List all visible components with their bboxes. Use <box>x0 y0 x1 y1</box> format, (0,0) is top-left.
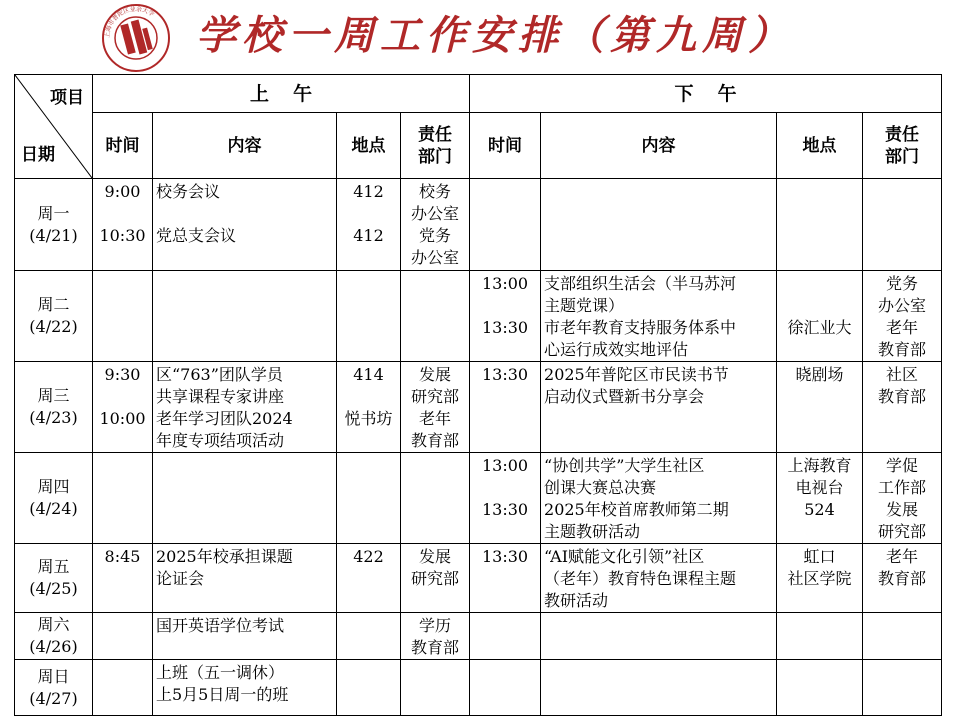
am-content: 2025年校承担课题 论证会 <box>153 544 337 613</box>
am-place: 412 412 <box>337 179 401 271</box>
am-content <box>153 271 337 362</box>
am-time <box>93 613 153 660</box>
pm-dept <box>863 613 942 660</box>
am-time <box>93 271 153 362</box>
col-pm-content: 内容 <box>541 113 777 179</box>
am-content: 上班（五一调休） 上5月5日周一的班 <box>153 660 337 716</box>
am-time <box>93 660 153 716</box>
header-am: 上午 <box>93 75 470 113</box>
university-seal-icon <box>100 4 172 72</box>
table-row <box>15 613 942 660</box>
col-am-time: 时间 <box>93 113 153 179</box>
pm-content <box>541 179 777 271</box>
header-corner <box>15 75 93 179</box>
am-dept: 发展 研究部 老年 教育部 <box>401 362 470 453</box>
pm-dept: 老年 教育部 <box>863 544 942 613</box>
col-pm-time: 时间 <box>470 113 541 179</box>
col-pm-dept: 责任 部门 <box>863 113 942 179</box>
pm-place: 晓剧场 <box>777 362 863 453</box>
pm-time <box>470 660 541 716</box>
am-time: 9:30 10:00 <box>93 362 153 453</box>
table-row <box>15 660 942 716</box>
table-row <box>15 362 942 453</box>
header-date-label: 日期 <box>21 145 55 165</box>
table-row <box>15 271 942 362</box>
header-item-label: 项目 <box>50 88 84 108</box>
pm-dept <box>863 179 942 271</box>
col-am-content: 内容 <box>153 113 337 179</box>
pm-place: 徐汇业大 <box>777 271 863 362</box>
pm-time: 13:30 <box>470 362 541 453</box>
pm-content <box>541 660 777 716</box>
day-cell: 周三 (4/23) <box>15 362 93 453</box>
day-cell: 周四 (4/24) <box>15 453 93 544</box>
col-am-place: 地点 <box>337 113 401 179</box>
day-cell: 周二 (4/22) <box>15 271 93 362</box>
table-row <box>15 544 942 613</box>
day-cell: 周五 (4/25) <box>15 544 93 613</box>
am-dept <box>401 660 470 716</box>
am-dept: 发展 研究部 <box>401 544 470 613</box>
am-place <box>337 271 401 362</box>
day-cell: 周日 (4/27) <box>15 660 93 716</box>
pm-content: 支部组织生活会（半马苏河 主题党课） 市老年教育支持服务体系中 心运行成效实地评估 <box>541 271 777 362</box>
table-row <box>15 453 942 544</box>
am-dept <box>401 453 470 544</box>
pm-content: “AI赋能文化引领”社区 （老年）教育特色课程主题 教研活动 <box>541 544 777 613</box>
seal-ring-text: 上海市普陀区业余大学 <box>103 5 156 39</box>
pm-place: 虹口 社区学院 <box>777 544 863 613</box>
am-content: 国开英语学位考试 <box>153 613 337 660</box>
pm-place <box>777 660 863 716</box>
pm-time <box>470 179 541 271</box>
am-dept: 学历 教育部 <box>401 613 470 660</box>
am-time: 9:00 10:30 <box>93 179 153 271</box>
pm-dept: 党务 办公室 老年 教育部 <box>863 271 942 362</box>
am-place <box>337 453 401 544</box>
am-dept <box>401 271 470 362</box>
schedule-table <box>14 74 942 716</box>
am-content <box>153 453 337 544</box>
pm-dept: 学促 工作部 发展 研究部 <box>863 453 942 544</box>
pm-place <box>777 613 863 660</box>
pm-content: “协创共学”大学生社区 创课大赛总决赛 2025年校首席教师第二期 主题教研活动 <box>541 453 777 544</box>
am-content: 区“763”团队学员 共享课程专家讲座 老年学习团队2024 年度专项结项活动 <box>153 362 337 453</box>
page-title: 学校一周工作安排（第九周） <box>196 12 794 59</box>
pm-time: 13:30 <box>470 544 541 613</box>
day-cell: 周六 (4/26) <box>15 613 93 660</box>
am-content: 校务会议 党总支会议 <box>153 179 337 271</box>
am-place <box>337 613 401 660</box>
pm-content <box>541 613 777 660</box>
am-time <box>93 453 153 544</box>
pm-content: 2025年普陀区市民读书节 启动仪式暨新书分享会 <box>541 362 777 453</box>
header-pm: 下午 <box>470 75 942 113</box>
table-row <box>15 179 942 271</box>
pm-time: 13:00 13:30 <box>470 271 541 362</box>
col-am-dept: 责任 部门 <box>401 113 470 179</box>
pm-time: 13:00 13:30 <box>470 453 541 544</box>
am-place <box>337 660 401 716</box>
pm-time <box>470 613 541 660</box>
pm-place <box>777 179 863 271</box>
am-time: 8:45 <box>93 544 153 613</box>
am-place: 422 <box>337 544 401 613</box>
pm-dept <box>863 660 942 716</box>
am-dept: 校务 办公室 党务 办公室 <box>401 179 470 271</box>
day-cell: 周一 (4/21) <box>15 179 93 271</box>
am-place: 414 悦书坊 <box>337 362 401 453</box>
pm-dept: 社区 教育部 <box>863 362 942 453</box>
pm-place: 上海教育 电视台 524 <box>777 453 863 544</box>
col-pm-place: 地点 <box>777 113 863 179</box>
